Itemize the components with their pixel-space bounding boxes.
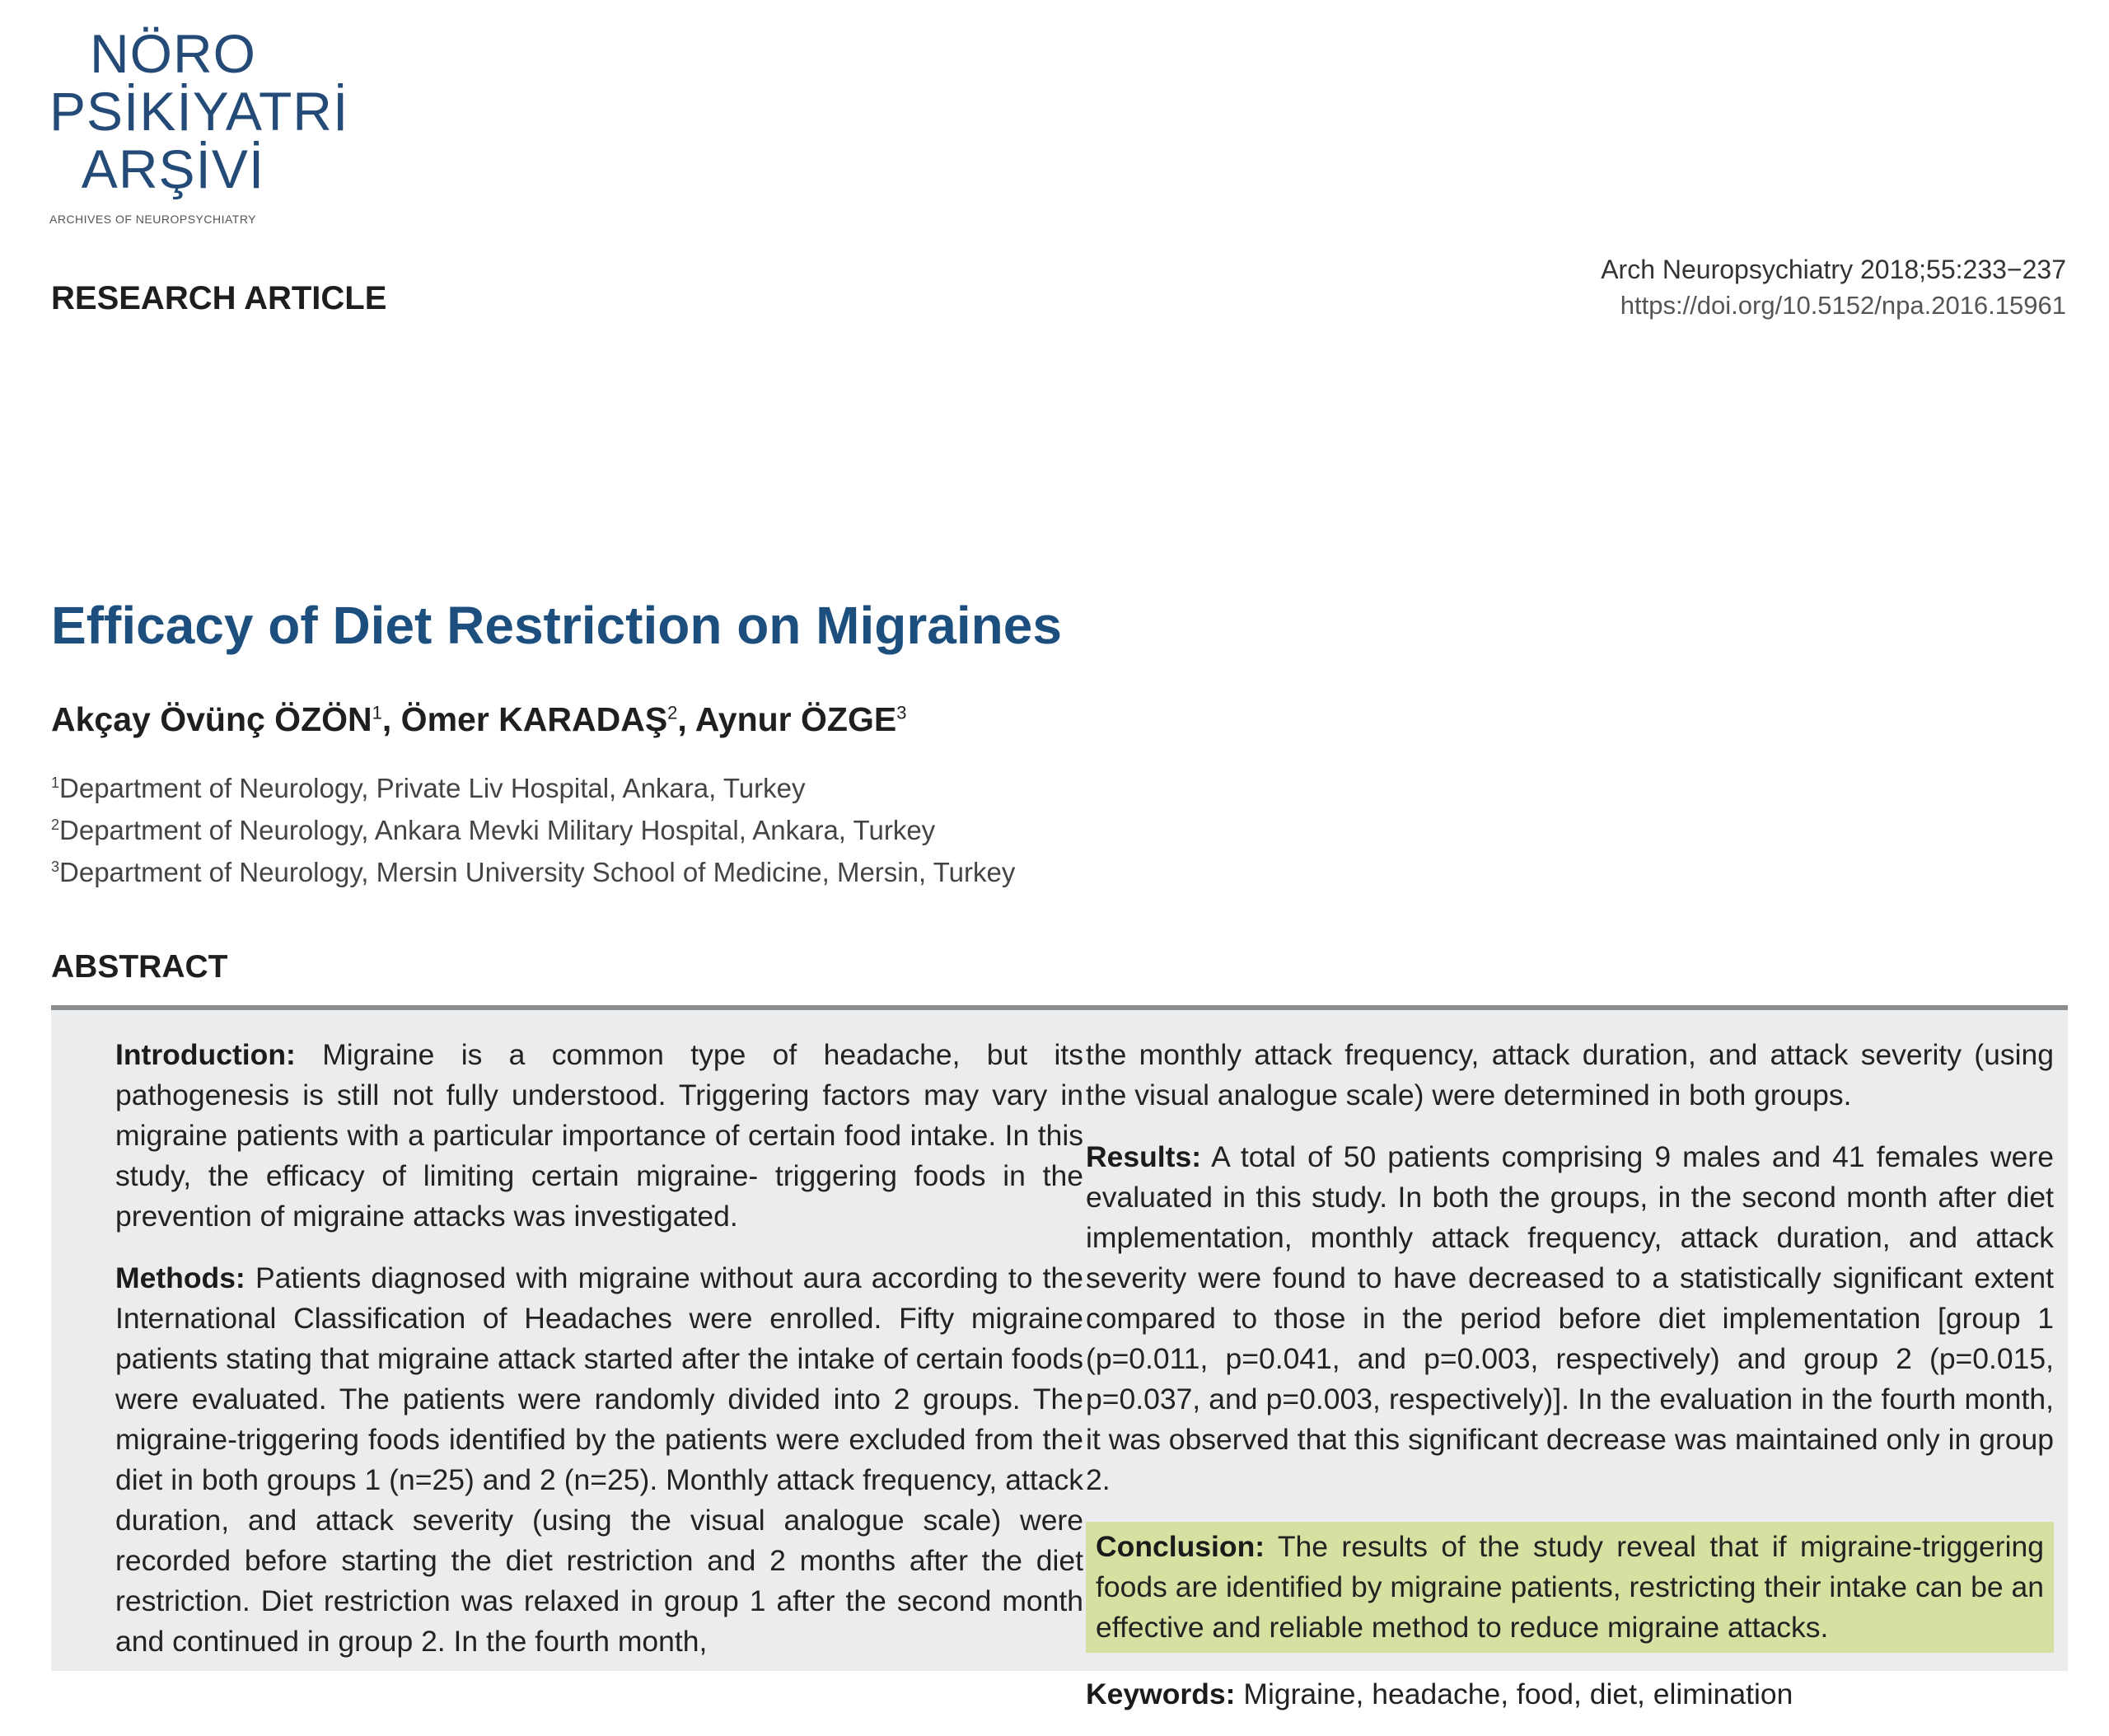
introduction-text: Migraine is a common type of headache, but its pathogenesis is still not fully understood. Triggering factors may vary in migraine patients with a particular importance of certain food intake. In this study, the efficacy of limiting certain migraine- triggering foods in the prevention of migraine attacks was investigated.: [115, 1038, 1083, 1233]
abstract-results: [1086, 1137, 2054, 1500]
abstract-heading: ABSTRACT: [51, 949, 228, 985]
doi-link[interactable]: https://doi.org/10.5152/npa.2016.15961: [1620, 291, 2066, 320]
abstract-box: [51, 1005, 2068, 1710]
affiliation-item: [51, 765, 1015, 807]
author-affiliation-marker: 1: [372, 702, 382, 723]
keywords-text: Migraine, headache, food, diet, elimination: [1243, 1678, 1793, 1710]
affiliation-item: [51, 807, 1015, 849]
affiliation-marker: 2: [51, 817, 60, 833]
results-label: Results:: [1086, 1140, 1202, 1173]
author-list: [51, 700, 906, 739]
keywords-label: Keywords:: [1086, 1678, 1236, 1710]
abstract-methods: [115, 1258, 1083, 1662]
author-name: Aynur ÖZGE: [694, 700, 897, 738]
logo-line-3: ARŞİVİ: [81, 138, 265, 199]
logo-line-2: PSİKİYATRİ: [49, 81, 349, 142]
affiliation-list: [51, 765, 1015, 891]
citation-block: [1601, 251, 2066, 324]
affiliation-marker: 1: [51, 774, 60, 791]
conclusion-label: Conclusion:: [1096, 1530, 1265, 1563]
abstract-left-column: [115, 1035, 1083, 1683]
abstract-keywords: [1086, 1674, 2054, 1715]
affiliation-marker: 3: [51, 859, 60, 875]
methods-label: Methods:: [115, 1261, 246, 1294]
article-type-label: RESEARCH ARTICLE: [51, 280, 387, 316]
introduction-label: Introduction:: [115, 1038, 296, 1071]
author-affiliation-marker: 3: [896, 702, 907, 723]
logo-subtitle: ARCHIVES OF NEUROPSYCHIATRY: [49, 213, 257, 226]
author-separator: ,: [677, 700, 695, 738]
affiliation-text: Department of Neurology, Private Liv Hospital, Ankara, Turkey: [59, 773, 806, 803]
abstract-conclusion-highlighted: [1086, 1522, 2054, 1653]
affiliation-item: [51, 849, 1015, 891]
author-affiliation-marker: 2: [667, 702, 678, 723]
logo-line-1: NÖRO: [90, 23, 256, 84]
author-name: Ömer KARADAŞ: [400, 700, 668, 738]
conclusion-text: The results of the study reveal that if migraine-triggering foods are identified by migraine patients, restricting their intake can be an effective and reliable method to reduce migraine attacks.: [1096, 1530, 2044, 1644]
affiliation-text: Department of Neurology, Ankara Mevki Military Hospital, Ankara, Turkey: [59, 815, 936, 845]
affiliation-text: Department of Neurology, Mersin University School of Medicine, Mersin, Turkey: [59, 857, 1016, 887]
methods-continued-text: the monthly attack frequency, attack duration, and attack severity (using the visual analogue scale) were determined in both groups.: [1086, 1038, 2054, 1111]
journal-logo: [49, 23, 349, 226]
article-title: Efficacy of Diet Restriction on Migraines: [51, 596, 1062, 655]
results-text: A total of 50 patients comprising 9 males and 41 females were evaluated in this study. In both the groups, in the second month after diet implementation, monthly attack frequency, attack duration, and attack severity were found to have decreased to a statistically significant extent compared to those in the period before diet implementation [group 1 (p=0.011, p=0.041, and p=0.003, respectively) and group 2 (p=0.015, p=0.037, and p=0.003, respectively)]. In the evaluation in the fourth month, it was observed that this significant decrease was maintained only in group 2.: [1086, 1140, 2054, 1496]
author-separator: ,: [381, 700, 401, 738]
methods-text: Patients diagnosed with migraine without aura according to the International Classification of Headaches were enrolled. Fifty migraine patients stating that migraine attack started after the intake of certain foods were evaluated. The patients were randomly divided into 2 groups. The migraine-triggering foods identified by the patients were excluded from the diet in both groups 1 (n=25) and 2 (n=25). Monthly attack frequency, attack duration, and attack severity (using the visual analogue scale) were recorded before starting the diet restriction and 2 months after the diet restriction. Diet restriction was relaxed in group 1 after the second month and continued in group 2. In the fourth month,: [115, 1261, 1084, 1658]
abstract-introduction: [115, 1035, 1083, 1237]
author-name: Akçay Övünç ÖZÖN: [51, 700, 372, 738]
abstract-right-column: [1086, 1035, 2054, 1736]
citation-text: Arch Neuropsychiatry 2018;55:233−237: [1601, 255, 2066, 284]
